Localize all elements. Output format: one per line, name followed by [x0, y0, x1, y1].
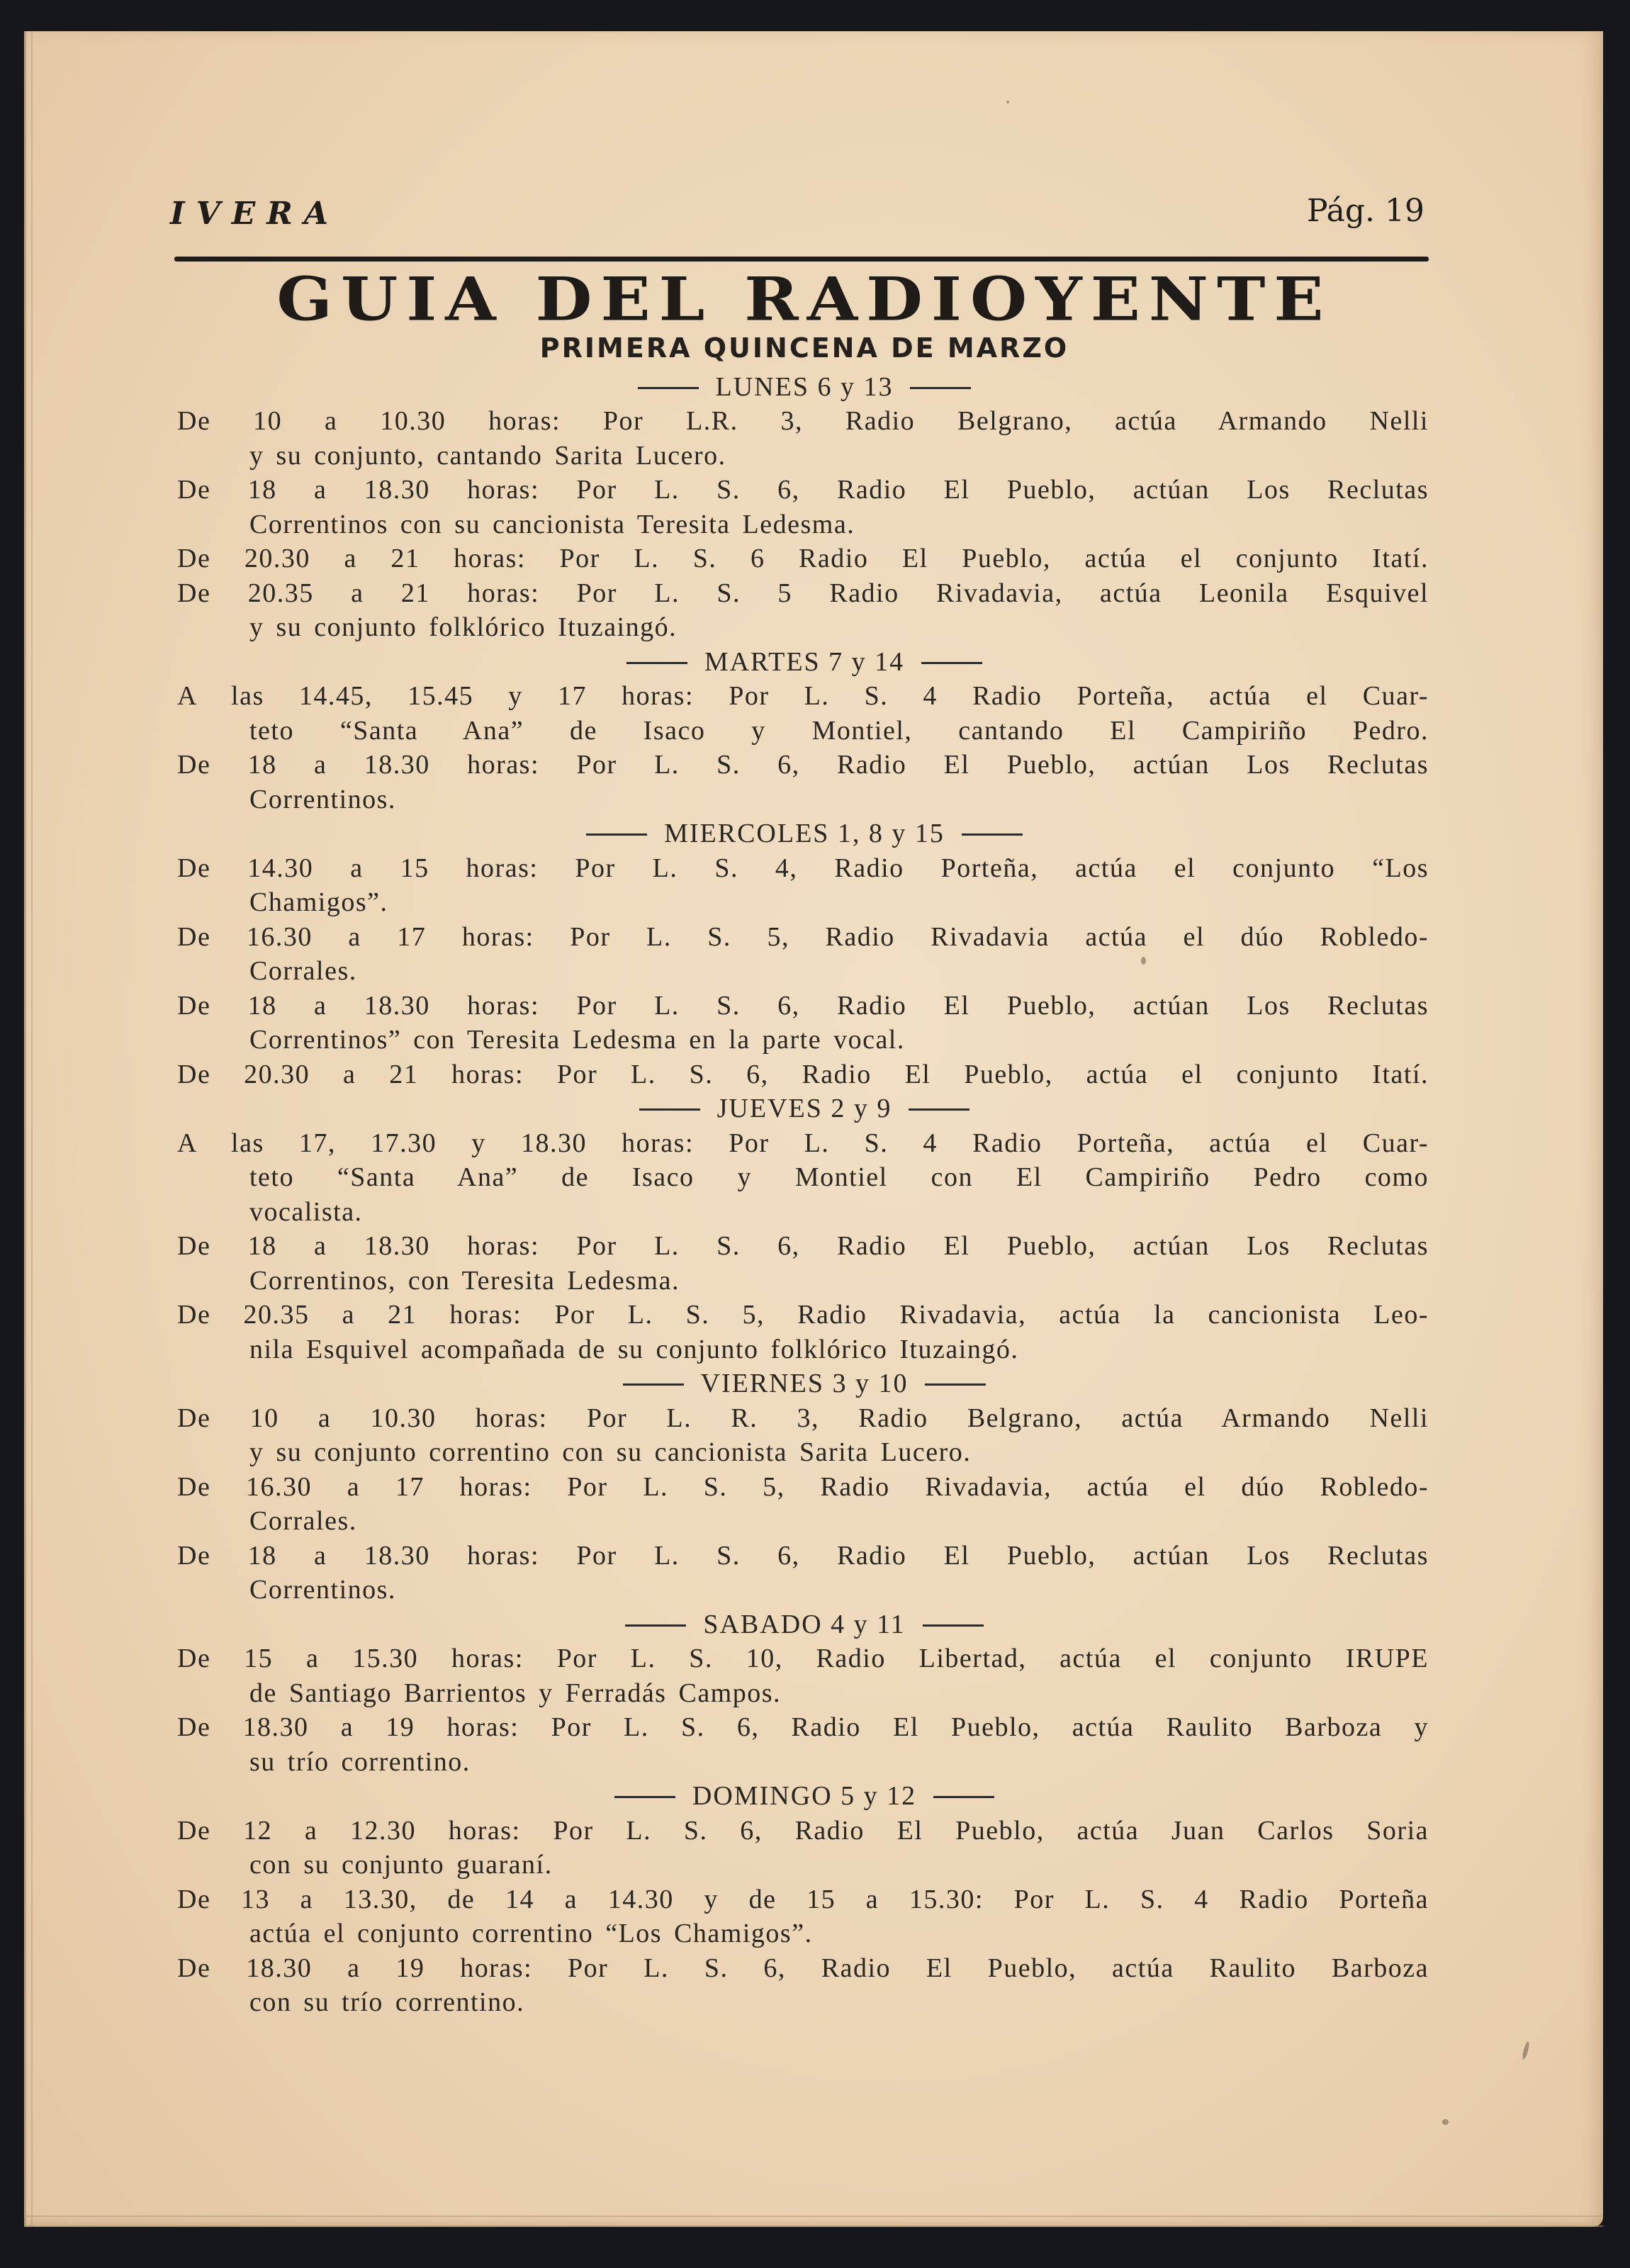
schedule-line: teto “Santa Ana” de Isaco y Montiel, cantando El Campiriño Pedro. [249, 716, 1429, 746]
day-heading-martes [177, 645, 1432, 679]
schedule-line: De 18.30 a 19 horas: Por L. S. 6, Radio El Pueblo, actúa Raulito Barboza [177, 1953, 1429, 1983]
day-heading-sabado [177, 1607, 1432, 1641]
header-rule [174, 257, 1429, 262]
page-subtitle: PRIMERA QUINCENA DE MARZO [539, 332, 1069, 364]
heading-rule-left [586, 833, 647, 836]
schedule-line: De 10 a 10.30 horas: Por L.R. 3, Radio Belgrano, actúa Armando Nelli [177, 406, 1429, 436]
schedule-line: Correntinos” con Teresita Ledesma en la parte vocal. [249, 1025, 905, 1055]
schedule-line: De 18 a 18.30 horas: Por L. S. 6, Radio El Pueblo, actúan Los Reclutas [177, 991, 1429, 1021]
schedule-line: De 12 a 12.30 horas: Por L. S. 6, Radio El Pueblo, actúa Juan Carlos Soria [177, 1816, 1429, 1846]
schedule-line: De 16.30 a 17 horas: Por L. S. 5, Radio Rivadavia, actúa el dúo Robledo- [177, 1472, 1429, 1502]
schedule-line: De 18 a 18.30 horas: Por L. S. 6, Radio El Pueblo, actúan Los Reclutas [177, 1541, 1429, 1571]
schedule-line: y su conjunto folklórico Ituzaingó. [249, 612, 678, 642]
schedule-line: con su trío correntino. [249, 1987, 525, 2017]
schedule-line: De 20.35 a 21 horas: Por L. S. 5 Radio Rivadavia, actúa Leonila Esquivel [177, 578, 1429, 608]
schedule-line: A las 17, 17.30 y 18.30 horas: Por L. S. 4 Radio Porteña, actúa el Cuar- [177, 1128, 1429, 1158]
day-heading-miercoles [177, 816, 1432, 850]
schedule-line: Correntinos con su cancionista Teresita Ledesma. [249, 510, 855, 539]
heading-rule-left [638, 387, 699, 389]
paper-speck [1442, 2119, 1449, 2125]
heading-rule-right [925, 1383, 986, 1386]
heading-rule-right [921, 662, 982, 664]
day-heading-viernes [177, 1366, 1432, 1400]
paper-speck [1006, 101, 1009, 103]
schedule-line: A las 14.45, 15.45 y 17 horas: Por L. S. 4 Radio Porteña, actúa el Cuar- [177, 681, 1429, 711]
schedule-line: De 14.30 a 15 horas: Por L. S. 4, Radio Porteña, actúa el conjunto “Los [177, 853, 1429, 883]
page-edge-stack [24, 2216, 1603, 2227]
running-head: IVERA [170, 196, 339, 232]
schedule-line: De 20.30 a 21 horas: Por L. S. 6 Radio El Pueblo, actúa el conjunto Itatí. [177, 544, 1429, 573]
page-fold-line-inner [31, 31, 33, 2227]
schedule-line: Corrales. [249, 956, 357, 986]
paper-speck [1141, 957, 1146, 965]
day-heading-text: JUEVES 2 y 9 [716, 1094, 892, 1123]
schedule-line: y su conjunto correntino con su cancionista Sarita Lucero. [249, 1437, 972, 1467]
schedule-line: De 16.30 a 17 horas: Por L. S. 5, Radio Rivadavia actúa el dúo Robledo- [177, 922, 1429, 952]
schedule-line: vocalista. [249, 1197, 363, 1227]
day-heading-lunes [177, 370, 1432, 404]
schedule-line: Corrales. [249, 1506, 357, 1536]
heading-rule-left [639, 1108, 700, 1111]
heading-rule-right [910, 387, 971, 389]
day-heading-jueves [177, 1091, 1432, 1125]
day-heading-text: MARTES 7 y 14 [704, 647, 905, 677]
schedule-line: De 13 a 13.30, de 14 a 14.30 y de 15 a 15.30: Por L. S. 4 Radio Porteña [177, 1885, 1429, 1914]
heading-rule-right [909, 1108, 969, 1111]
schedule-line: teto “Santa Ana” de Isaco y Montiel con El Campiriño Pedro como [249, 1162, 1429, 1192]
schedule-line: Correntinos. [249, 1575, 396, 1605]
schedule-line: De 15 a 15.30 horas: Por L. S. 10, Radio Libertad, actúa el conjunto IRUPE [177, 1644, 1429, 1673]
schedule-line: y su conjunto, cantando Sarita Lucero. [249, 441, 726, 471]
schedule-line: Correntinos. [249, 785, 396, 814]
schedule-line: De 18 a 18.30 horas: Por L. S. 6, Radio El Pueblo, actúan Los Reclutas [177, 475, 1429, 505]
schedule-line: De 18.30 a 19 horas: Por L. S. 6, Radio El Pueblo, actúa Raulito Barboza y [177, 1712, 1429, 1742]
schedule-line: actúa el conjunto correntino “Los Chamigos”. [249, 1919, 813, 1948]
schedule-line: Chamigos”. [249, 887, 388, 917]
day-heading-text: MIERCOLES 1, 8 y 15 [664, 819, 945, 848]
heading-rule-left [626, 662, 687, 664]
page-number: Pág. 19 [1307, 193, 1424, 229]
schedule-line: De 20.35 a 21 horas: Por L. S. 5, Radio Rivadavia, actúa la cancionista Leo- [177, 1300, 1429, 1330]
heading-rule-left [625, 1624, 686, 1627]
page-title: GUIA DEL RADIOYENTE [276, 264, 1332, 335]
heading-rule-left [623, 1383, 684, 1386]
day-heading-text: SABADO 4 y 11 [703, 1610, 906, 1639]
schedule-line: con su conjunto guaraní. [249, 1850, 553, 1880]
day-heading-text: DOMINGO 5 y 12 [692, 1781, 917, 1811]
schedule-line: Correntinos, con Teresita Ledesma. [249, 1266, 680, 1296]
schedule-line: nila Esquivel acompañada de su conjunto folklórico Ituzaingó. [249, 1335, 1019, 1364]
heading-rule-left [614, 1796, 675, 1798]
heading-rule-right [962, 833, 1023, 836]
heading-rule-right [933, 1796, 994, 1798]
schedule-line: su trío correntino. [249, 1747, 471, 1777]
day-heading-text: VIERNES 3 y 10 [700, 1369, 909, 1398]
schedule-line: De 20.30 a 21 horas: Por L. S. 6, Radio El Pueblo, actúa el conjunto Itatí. [177, 1060, 1429, 1089]
day-heading-domingo [177, 1779, 1432, 1813]
schedule-line: De 10 a 10.30 horas: Por L. R. 3, Radio Belgrano, actúa Armando Nelli [177, 1403, 1429, 1433]
page-fold-line [24, 31, 26, 2227]
heading-rule-right [923, 1624, 984, 1627]
schedule-line: de Santiago Barrientos y Ferradás Campos. [249, 1678, 782, 1708]
schedule-line: De 18 a 18.30 horas: Por L. S. 6, Radio El Pueblo, actúan Los Reclutas [177, 1231, 1429, 1261]
schedule-line: De 18 a 18.30 horas: Por L. S. 6, Radio El Pueblo, actúan Los Reclutas [177, 750, 1429, 780]
day-heading-text: LUNES 6 y 13 [715, 372, 894, 402]
